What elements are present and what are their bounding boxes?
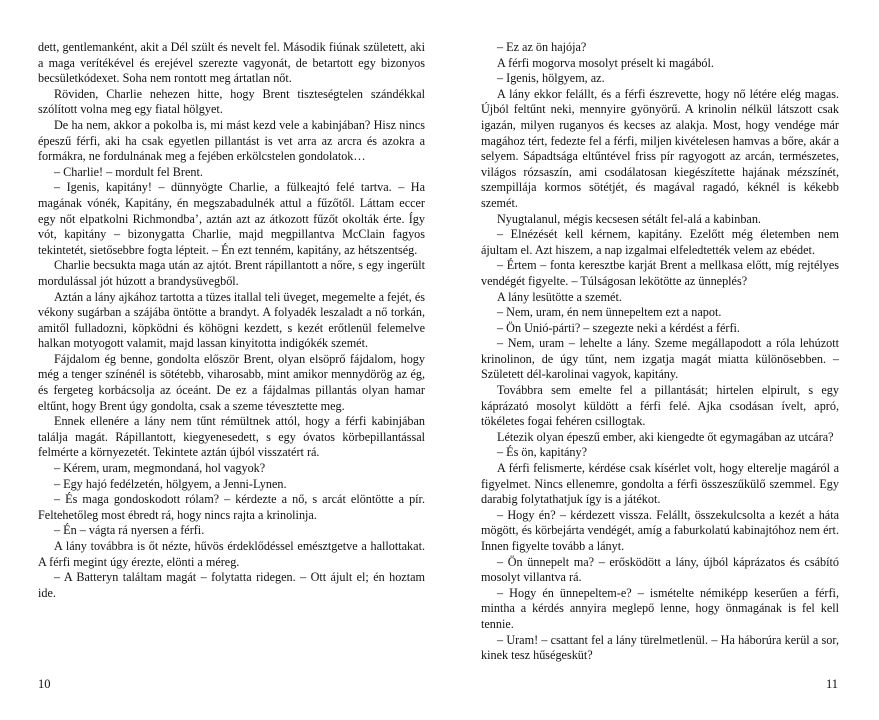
- paragraph: Nyugtalanul, mégis kecsesen sétált fel-alá a kabinban.: [497, 211, 761, 226]
- page-number-left: 10: [38, 677, 51, 691]
- paragraph: – Igenis, kapitány! – dünnyögte Charlie, a fülkeajtó felé tartva. – Ha magának vónék, Kapitány, én megszabadulnék attul a fűzőtől. Láttam eccer egy nőt elpatkolni Richmondba’, aztán azt az átkozott fűzőt okolták érte. Így vót, kapitány – bizonygatta Charlie, majd megpillantva McClain fagyos tekintetét, sietősebbre fogta lépteit. – Én ezt tenném, kapitány, az hétszentség.: [38, 180, 425, 257]
- paragraph: – Én – vágta rá nyersen a férfi.: [54, 523, 205, 538]
- paragraph: A lány ekkor felállt, és a férfi észrevette, hogy nő létére elég magas. Újból feltűnt neki, mennyire gyönyörű. A krinolin nélkül látszott csak igazán, milyen ruganyos és kecses az alakja. Most, hogy vendége már magához tért, fedezte fel a férfi, miljen kivételesen hamvas a bőre, akár a selyem. Sápadtsága eltűntével friss pír ragyogott az arcán, természetes, világos rózsaszín, ami csodálatosan kiegészítette hajának mézszínét, szempillája kormos sötétjét, és magával ragadó, kéknél is kékebb szemét.: [481, 86, 839, 210]
- paragraph: A lány lesütötte a szemét.: [497, 289, 622, 304]
- paragraph: De ha nem, akkor a pokolba is, mi mást kezd vele a kabinjában? Hisz nincs épeszű férfi, aki ha csak egyetlen pillantást is vet arra az arcra és azokra a formákra, ne fordulnának meg a fejében erkölcstelen gondolatok…: [38, 117, 425, 164]
- paragraph: – Ön ünnepelt ma? – erősködött a lány, újból káprázatos és csábító mosolyt villantva rá.: [481, 554, 839, 585]
- paragraph: – A Batteryn találtam magát – folytatta ridegen. – Ott ájult el; én hoztam ide.: [38, 570, 425, 600]
- paragraph: – Charlie! – mordult fel Brent.: [54, 164, 203, 179]
- paragraph: – Hogy én ünnepeltem-e? – ismételte némiképp keserűen a férfi, mintha a kérdés annyira meglepő lenne, hogy önmagának is fel kell tennie.: [481, 585, 839, 631]
- paragraph: – És maga gondoskodott rólam? – kérdezte a nő, s arcát elöntötte a pír. Feltehetőleg most ébredt rá, hogy nincs rajta a krinolinja.: [38, 492, 425, 522]
- paragraph: – Értem – fonta keresztbe karját Brent a mellkasa előtt, míg rejtélyes vendégét figyelte. – Túlságosan lekötötte az ünneplés?: [481, 258, 839, 288]
- paragraph: Létezik olyan épeszű ember, aki kiengedte őt egymagában az utcára?: [497, 429, 834, 444]
- paragraph: – Hogy én? – kérdezett vissza. Felállt, összekulcsolta a kezét a háta mögött, és körbejárta vendégét, amíg a faburkolatú kabinajtóhoz nem ért. Innen figyelte tovább a lányt.: [481, 507, 839, 553]
- left-page-text: [38, 40, 425, 601]
- paragraph: – Egy hajó fedélzetén, hölgyem, a Jenni-Lynen.: [54, 476, 287, 491]
- paragraph: Aztán a lány ajkához tartotta a tüzes itallal teli üveget, megemelte a fejét, és vékony sugárban a szájába öntötte a brandyt. A folyadék leszaladt a nő torkán, amitől fulladozni, köpködni és köhögni kezdett, s kezét erőtlenül felemelve halkan motyogott valamit, majd lassan kinyitotta indigókék szemét.: [38, 289, 425, 351]
- paragraph: Továbbra sem emelte fel a pillantását; hirtelen elpirult, s egy káprázató mosolyt küldött a férfi felé. Ajka csodásan ívelt, apró, tökéletes fogai fehéren csillogtak.: [481, 383, 839, 429]
- paragraph: – Nem, uram – lehelte a lány. Szeme megállapodott a róla lehúzott krinolinon, de úgy tűnt, nem izgatja magát miatta különösebben. – Született dél-karolinai vagyok, kapitány.: [481, 336, 839, 382]
- paragraph: Ennek ellenére a lány nem tűnt rémültnek attól, hogy a férfi kabinjában találja magát. Rápillantott, kiegyenesedett, s egy óvatos körbepillantással felmérte a környezetét. Tekintete aztán újból visszatért rá.: [38, 414, 425, 460]
- paragraph: – Uram! – csattant fel a lány türelmetlenül. – Ha háborúra kerül a sor, kinek tesz hűségesküt?: [481, 632, 839, 663]
- paragraph: – Ön Unió-párti? – szegezte neki a kérdést a férfi.: [497, 320, 740, 335]
- paragraph: – Igenis, hölgyem, az.: [497, 71, 605, 86]
- paragraph: Fájdalom ég benne, gondolta először Brent, olyan elsöprő fájdalom, hogy még a tenger színénél is sötétebb, viharosabb, mint amikor mennydörög az ég, és fergeteg korbácsolja az óceánt. De ez a fájdalmas pillantás olyan hamar eltűnt, hogy Brent úgy gondolta, csak a szeme tévesztette meg.: [38, 351, 425, 413]
- paragraph: A férfi felismerte, kérdése csak kísérlet volt, hogy elterelje magáról a figyelmet. Nincs ellenemre, gondolta a férfi összeszűkülő szemmel. Egy darabig folytathatjuk így is a játékot.: [481, 461, 839, 507]
- paragraph: – Nem, uram, én nem ünnepeltem ezt a napot.: [497, 305, 722, 320]
- page-number-right: 11: [826, 677, 839, 691]
- paragraph: A lány továbbra is őt nézte, hűvös érdeklődéssel emésztgetve a hallottakat. A férfi megint úgy érezte, elönti a méreg.: [38, 539, 425, 569]
- paragraph: dett, gentlemanként, akit a Dél szült és nevelt fel. Második fiúnak született, aki a maga verítékével és erejével szerezte vagyonát, de betartott egy bizonyos becsületkódexet. Soha nem rontott meg ártatlan nőt.: [38, 40, 425, 86]
- paragraph: Charlie becsukta maga után az ajtót. Brent rápillantott a nőre, s egy ingerült mordulással jót húzott a brandysüvegből.: [38, 258, 425, 288]
- paragraph: – Elnézését kell kérnem, kapitány. Ezelőtt még életemben nem ájultam el. Azt hiszem, a nap izgalmai elfeledtették velem az ebédet.: [481, 227, 839, 257]
- paragraph: Röviden, Charlie nehezen hitte, hogy Brent tiszteségtelen szándékkal szólított volna meg egy fiatal hölgyet.: [38, 86, 425, 117]
- right-page-text: [481, 40, 839, 664]
- paragraph: – Ez az ön hajója?: [497, 40, 587, 54]
- paragraph: – És ön, kapitány?: [497, 445, 588, 460]
- paragraph: A férfi mogorva mosolyt préselt ki magából.: [497, 55, 714, 70]
- paragraph: – Kérem, uram, megmondaná, hol vagyok?: [54, 461, 266, 476]
